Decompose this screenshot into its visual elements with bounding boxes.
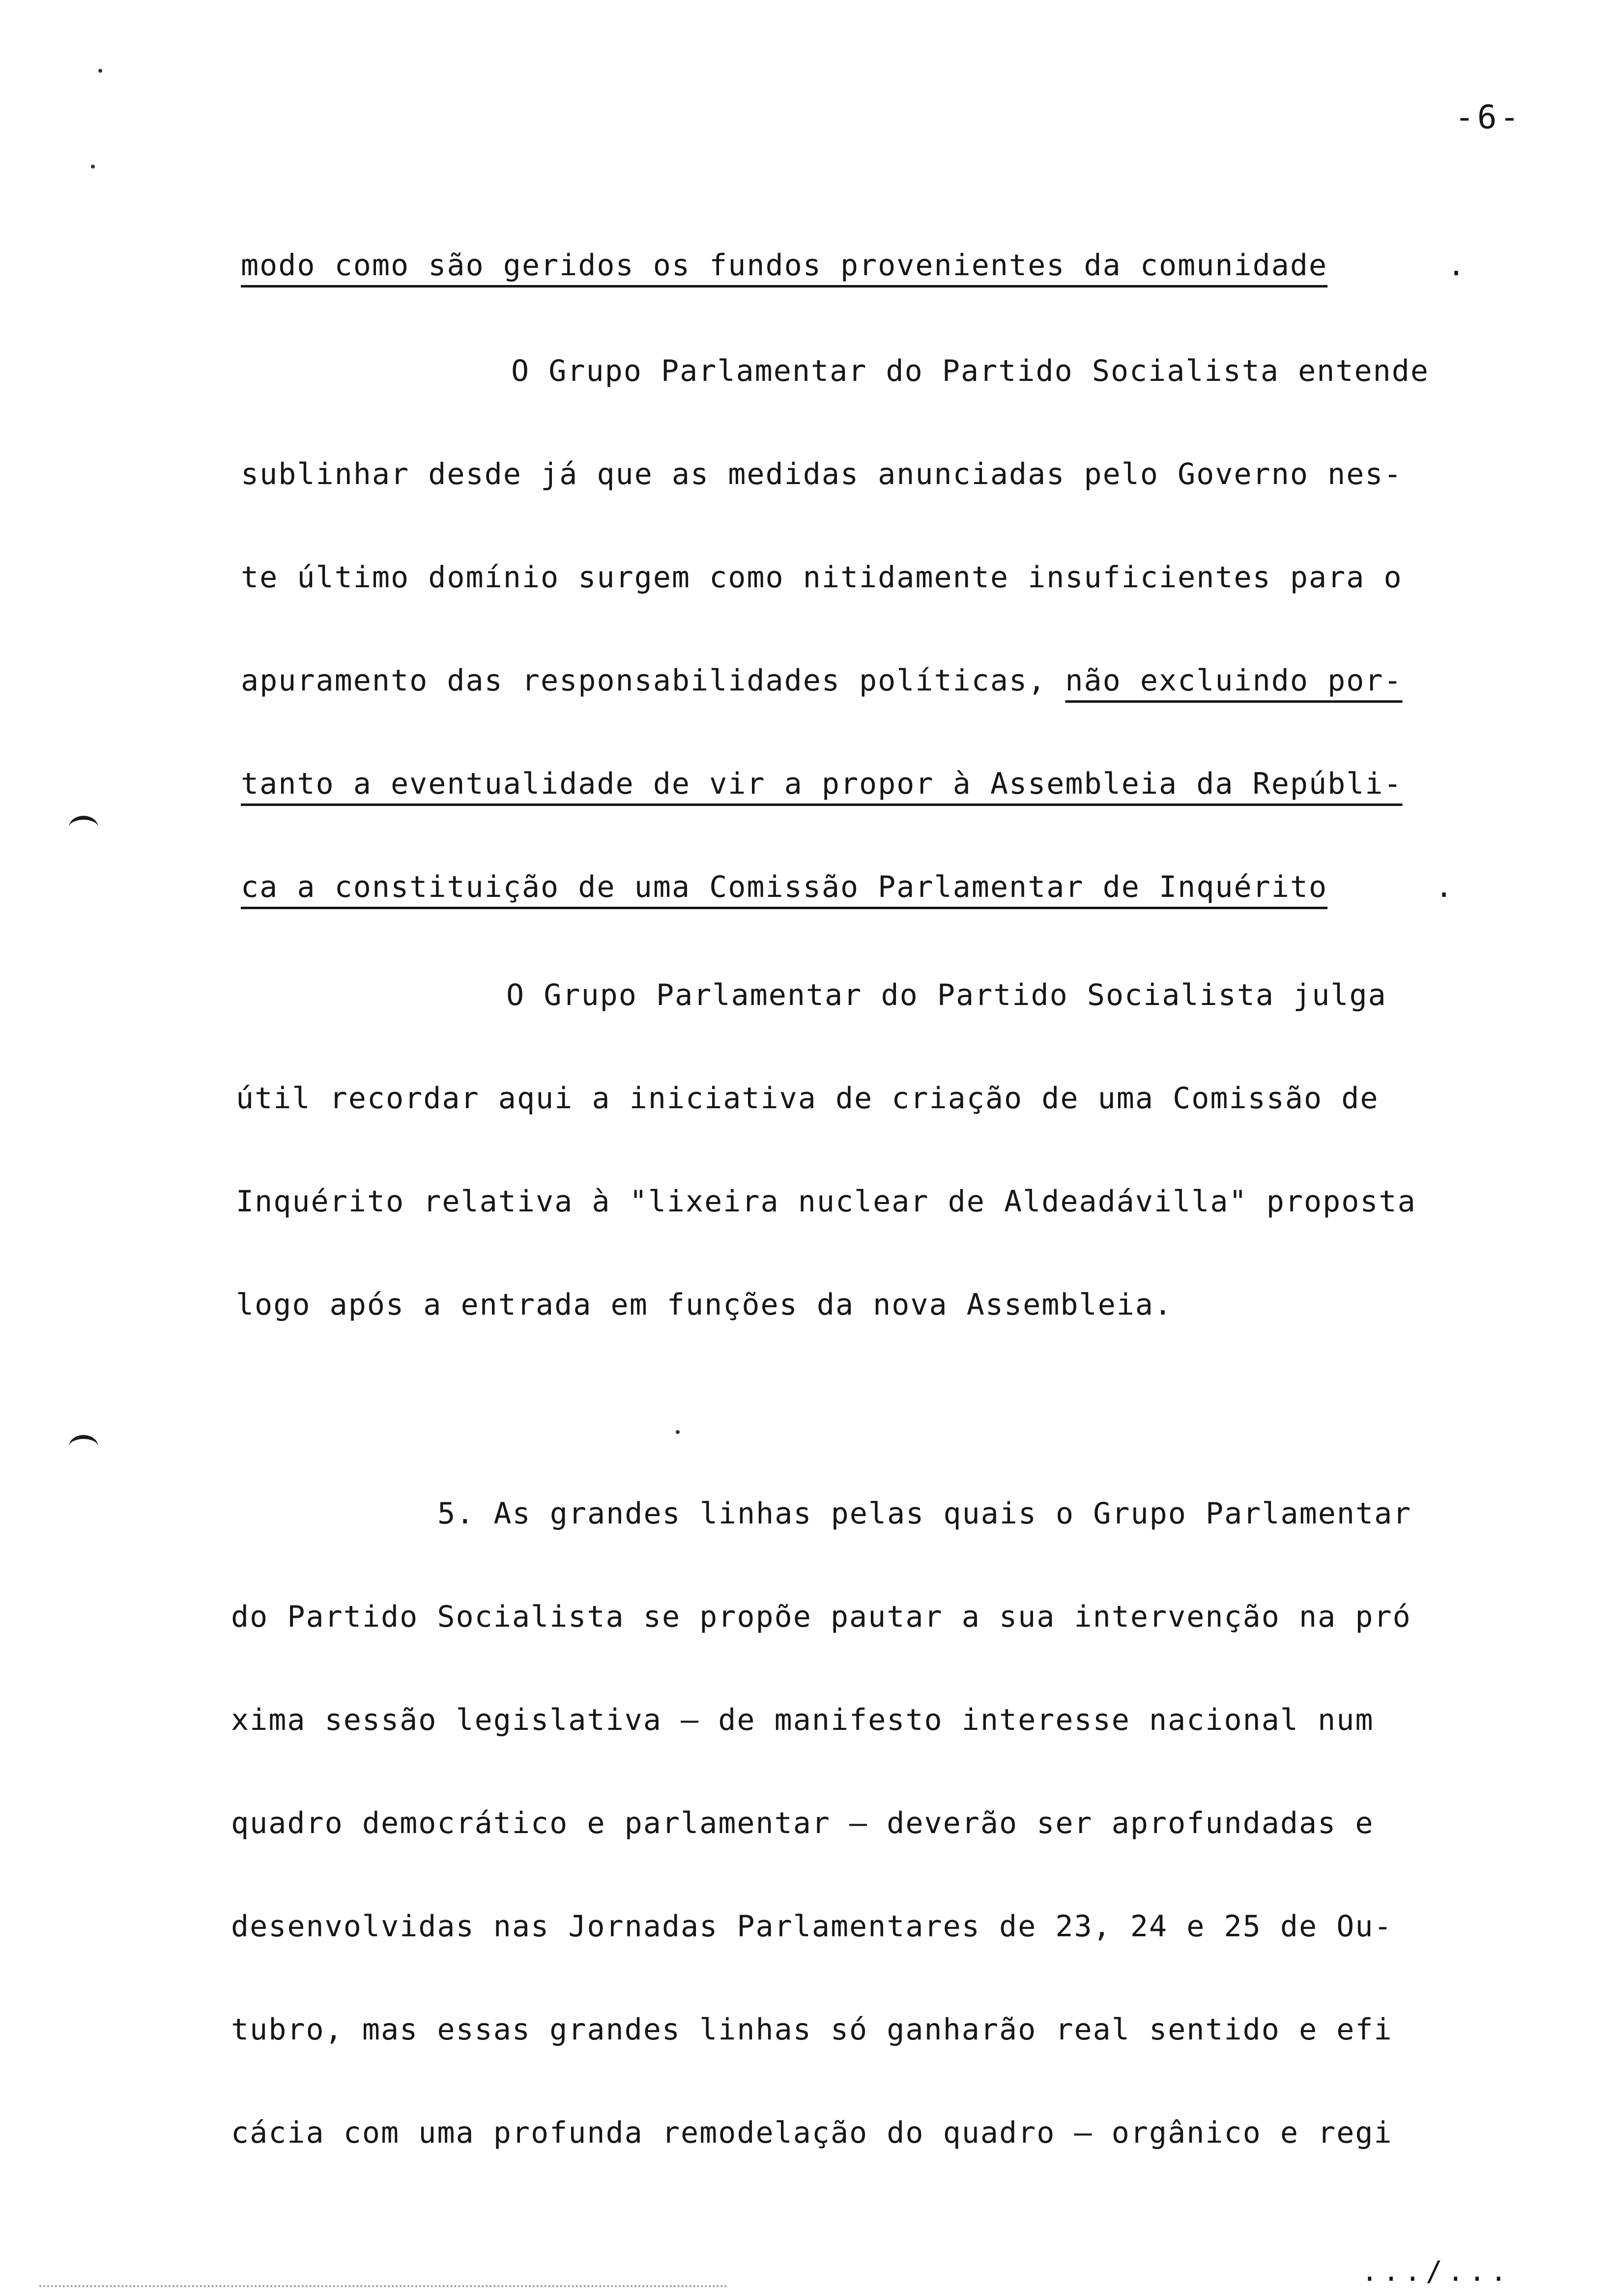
- continuation-marker: .../...: [1361, 2256, 1512, 2288]
- scan-speck: [676, 1430, 680, 1434]
- text-line: tubro, mas essas grandes linhas só ganharão real sentido e efi: [231, 2012, 1393, 2047]
- text-line: Inquérito relativa à "lixeira nuclear de Aldeadávilla" proposta: [236, 1184, 1416, 1219]
- scan-edge-artifact: [39, 2285, 727, 2289]
- text-line: 5. As grandes linhas pelas quais o Grupo Parlamentar: [437, 1496, 1412, 1531]
- text-line: te último domínio surgem como nitidamente insuficientes para o: [241, 560, 1403, 595]
- text-line: ca a constituição de uma Comissão Parlamentar de Inquérito: [241, 870, 1328, 904]
- scan-speck: [91, 165, 95, 169]
- binder-hole-mark-bottom: [69, 1435, 98, 1459]
- text-line: O Grupo Parlamentar do Partido Socialista julga: [506, 978, 1387, 1012]
- underlined-phrase: não excluindo por-: [1065, 663, 1403, 698]
- text-line: logo após a entrada em funções da nova Assembleia.: [236, 1288, 1173, 1322]
- text-line: desenvolvidas nas Jornadas Parlamentares de 23, 24 e 25 de Ou-: [231, 1909, 1393, 1944]
- text-line: modo como são geridos os fundos provenientes da comunidade: [241, 248, 1328, 283]
- text-line: quadro democrático e parlamentar — deverão ser aprofundadas e: [231, 1806, 1374, 1840]
- text-line-suffix: .: [1435, 870, 1454, 904]
- text-line-suffix: .: [1447, 248, 1467, 283]
- text-line: apuramento das responsabilidades políticas, não excluindo por-: [241, 663, 1403, 698]
- text-line: tanto a eventualidade de vir a propor à Assembleia da Repúbli-: [241, 767, 1403, 801]
- text-line: sublinhar desde já que as medidas anunciadas pelo Governo nes-: [241, 457, 1403, 491]
- text-line: O Grupo Parlamentar do Partido Socialista entende: [511, 354, 1430, 388]
- binder-hole-mark-top: [69, 816, 98, 839]
- text-line: útil recordar aqui a iniciativa de criação de uma Comissão de: [236, 1081, 1379, 1116]
- text-line: cácia com uma profunda remodelação do quadro — orgânico e regi: [231, 2116, 1393, 2150]
- text-line: xima sessão legislativa — de manifesto interesse nacional num: [231, 1703, 1374, 1737]
- scan-speck: [98, 69, 102, 73]
- text-line: do Partido Socialista se propõe pautar a sua intervenção na pró: [231, 1600, 1411, 1634]
- page-number: -6-: [1455, 98, 1523, 136]
